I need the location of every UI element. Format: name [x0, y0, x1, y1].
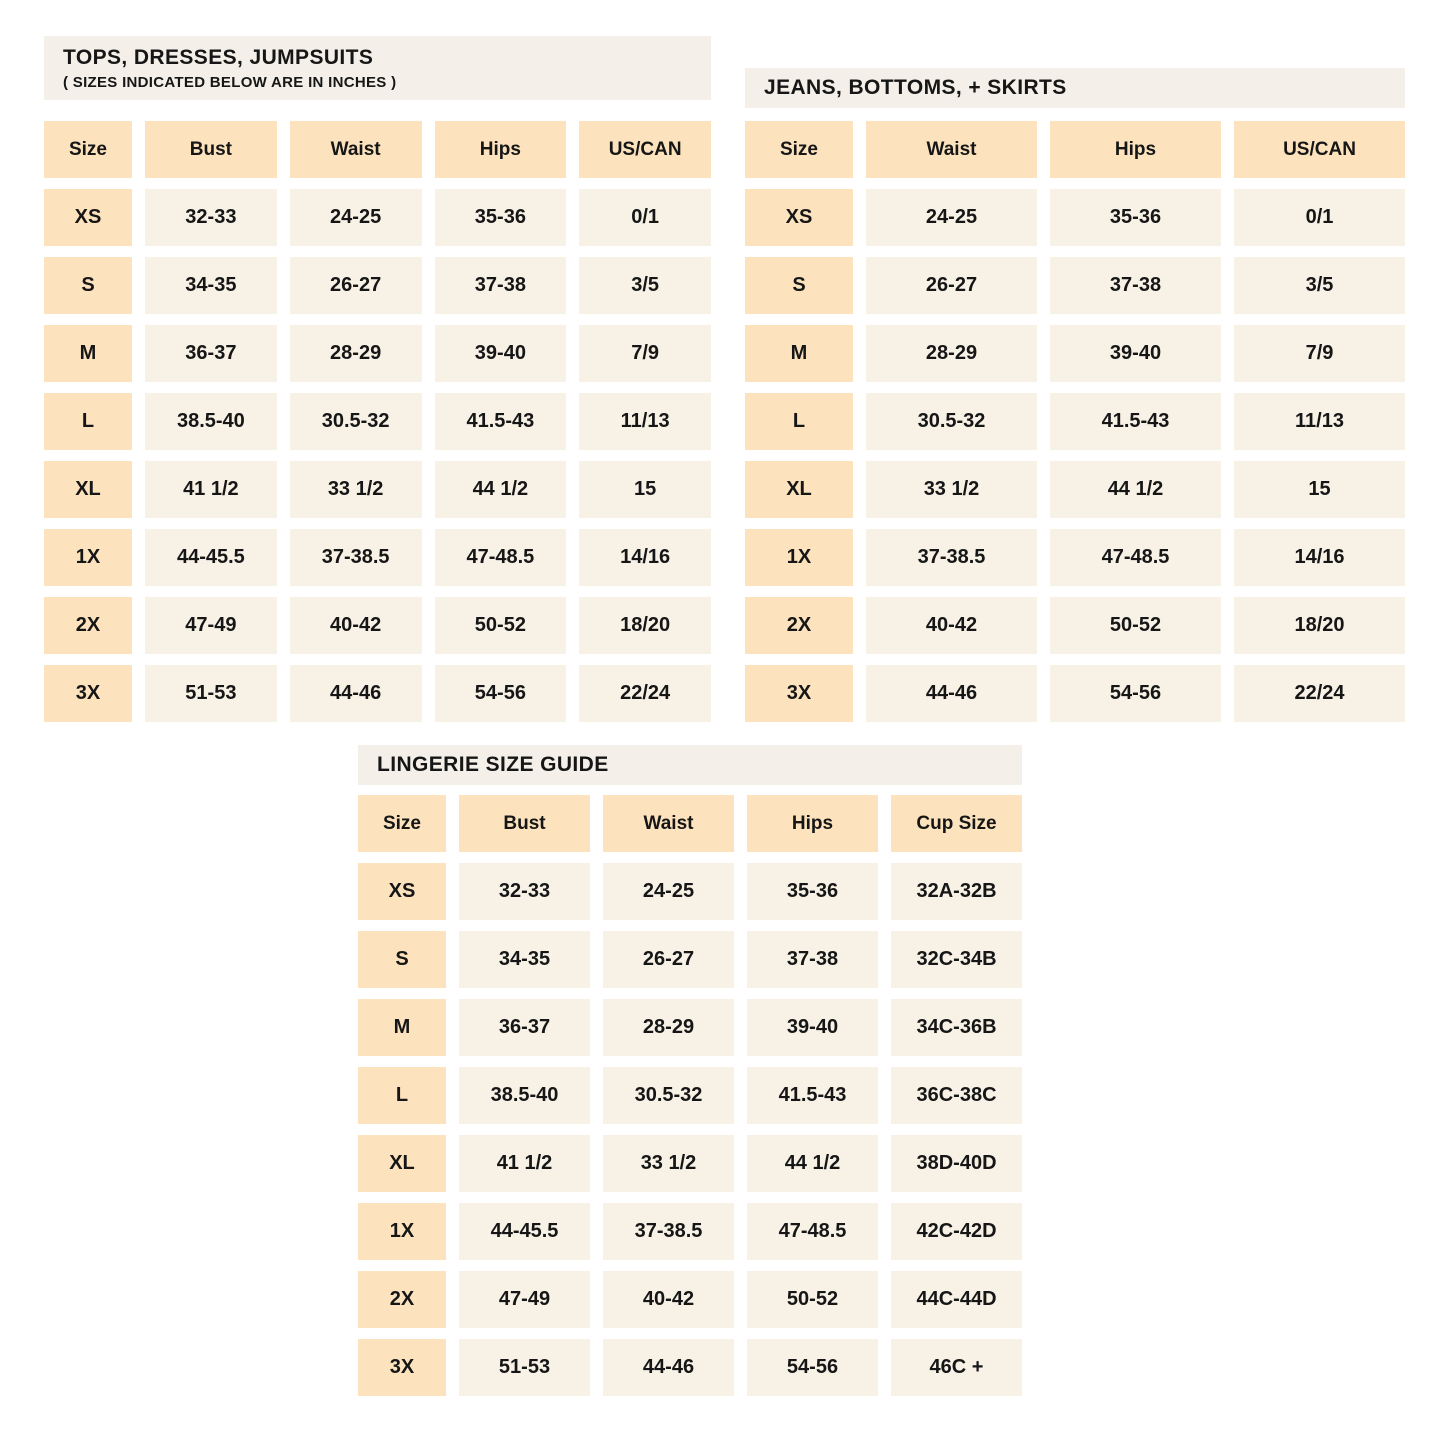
data-cell: 26-27 — [866, 257, 1037, 314]
size-cell: L — [44, 393, 132, 450]
data-cell: 50-52 — [747, 1271, 878, 1328]
header-cell: Size — [745, 121, 853, 178]
data-cell: 30.5-32 — [866, 393, 1037, 450]
data-cell: 38.5-40 — [459, 1067, 590, 1124]
data-cell: 38.5-40 — [145, 393, 277, 450]
data-cell: 14/16 — [1234, 529, 1405, 586]
data-cell: 33 1/2 — [866, 461, 1037, 518]
size-cell: XS — [745, 189, 853, 246]
data-cell: 24-25 — [290, 189, 422, 246]
data-cell: 47-48.5 — [1050, 529, 1221, 586]
table-title-band — [745, 68, 1405, 108]
size-cell: XL — [44, 461, 132, 518]
header-cell: Bust — [459, 795, 590, 852]
size-cell: 3X — [358, 1339, 446, 1396]
data-cell: 41 1/2 — [145, 461, 277, 518]
data-cell: 47-49 — [459, 1271, 590, 1328]
size-cell: XL — [745, 461, 853, 518]
size-cell: 1X — [358, 1203, 446, 1260]
size-cell: 3X — [745, 665, 853, 722]
data-cell: 54-56 — [1050, 665, 1221, 722]
data-cell: 54-56 — [747, 1339, 878, 1396]
size-cell: L — [745, 393, 853, 450]
data-cell: 22/24 — [1234, 665, 1405, 722]
data-cell: 0/1 — [1234, 189, 1405, 246]
data-cell: 37-38 — [747, 931, 878, 988]
size-cell: 2X — [745, 597, 853, 654]
data-cell: 41.5-43 — [435, 393, 567, 450]
data-cell: 14/16 — [579, 529, 711, 586]
data-cell: 47-48.5 — [435, 529, 567, 586]
size-table-lingerie — [358, 745, 1022, 1396]
data-cell: 40-42 — [290, 597, 422, 654]
data-cell: 44-46 — [866, 665, 1037, 722]
size-cell: 2X — [44, 597, 132, 654]
header-cell: US/CAN — [1234, 121, 1405, 178]
size-cell: XL — [358, 1135, 446, 1192]
size-cell: 1X — [745, 529, 853, 586]
data-cell: 32-33 — [459, 863, 590, 920]
data-cell: 44 1/2 — [747, 1135, 878, 1192]
header-cell: Waist — [866, 121, 1037, 178]
data-cell: 36C-38C — [891, 1067, 1022, 1124]
data-cell: 37-38.5 — [290, 529, 422, 586]
data-cell: 41 1/2 — [459, 1135, 590, 1192]
header-cell: Bust — [145, 121, 277, 178]
data-cell: 54-56 — [435, 665, 567, 722]
data-cell: 42C-42D — [891, 1203, 1022, 1260]
size-cell: S — [745, 257, 853, 314]
size-table-tops-dresses-jumpsuits — [44, 36, 711, 722]
data-cell: 35-36 — [747, 863, 878, 920]
size-chart-grid — [44, 121, 711, 722]
data-cell: 18/20 — [579, 597, 711, 654]
data-cell: 33 1/2 — [603, 1135, 734, 1192]
data-cell: 36-37 — [459, 999, 590, 1056]
data-cell: 22/24 — [579, 665, 711, 722]
size-table-jeans-bottoms-skirts — [745, 68, 1405, 722]
data-cell: 37-38 — [435, 257, 567, 314]
table-title: TOPS, DRESSES, JUMPSUITS — [63, 45, 374, 69]
data-cell: 34-35 — [459, 931, 590, 988]
data-cell: 34-35 — [145, 257, 277, 314]
size-chart-grid — [358, 795, 1022, 1396]
data-cell: 51-53 — [459, 1339, 590, 1396]
data-cell: 15 — [579, 461, 711, 518]
size-cell: 1X — [44, 529, 132, 586]
header-cell: Waist — [603, 795, 734, 852]
table-title: JEANS, BOTTOMS, + SKIRTS — [764, 76, 1067, 99]
size-cell: 2X — [358, 1271, 446, 1328]
header-cell: US/CAN — [579, 121, 711, 178]
data-cell: 38D-40D — [891, 1135, 1022, 1192]
size-chart-grid — [745, 121, 1405, 722]
data-cell: 44 1/2 — [435, 461, 567, 518]
data-cell: 32-33 — [145, 189, 277, 246]
data-cell: 28-29 — [603, 999, 734, 1056]
data-cell: 32C-34B — [891, 931, 1022, 988]
size-cell: S — [44, 257, 132, 314]
data-cell: 44-46 — [290, 665, 422, 722]
data-cell: 30.5-32 — [290, 393, 422, 450]
data-cell: 44-46 — [603, 1339, 734, 1396]
data-cell: 7/9 — [579, 325, 711, 382]
header-cell: Hips — [435, 121, 567, 178]
data-cell: 11/13 — [579, 393, 711, 450]
header-cell: Hips — [747, 795, 878, 852]
data-cell: 28-29 — [290, 325, 422, 382]
table-title-band — [44, 36, 711, 100]
data-cell: 47-49 — [145, 597, 277, 654]
size-cell: M — [44, 325, 132, 382]
data-cell: 39-40 — [435, 325, 567, 382]
data-cell: 44 1/2 — [1050, 461, 1221, 518]
data-cell: 40-42 — [866, 597, 1037, 654]
header-cell: Size — [44, 121, 132, 178]
data-cell: 3/5 — [579, 257, 711, 314]
size-cell: 3X — [44, 665, 132, 722]
data-cell: 34C-36B — [891, 999, 1022, 1056]
data-cell: 50-52 — [435, 597, 567, 654]
header-cell: Waist — [290, 121, 422, 178]
data-cell: 51-53 — [145, 665, 277, 722]
data-cell: 41.5-43 — [747, 1067, 878, 1124]
size-cell: XS — [44, 189, 132, 246]
size-cell: S — [358, 931, 446, 988]
data-cell: 37-38.5 — [866, 529, 1037, 586]
table-title: LINGERIE SIZE GUIDE — [377, 753, 609, 776]
size-cell: M — [745, 325, 853, 382]
data-cell: 47-48.5 — [747, 1203, 878, 1260]
data-cell: 50-52 — [1050, 597, 1221, 654]
data-cell: 11/13 — [1234, 393, 1405, 450]
data-cell: 7/9 — [1234, 325, 1405, 382]
data-cell: 32A-32B — [891, 863, 1022, 920]
data-cell: 39-40 — [1050, 325, 1221, 382]
size-cell: L — [358, 1067, 446, 1124]
data-cell: 44-45.5 — [145, 529, 277, 586]
header-cell: Cup Size — [891, 795, 1022, 852]
data-cell: 35-36 — [1050, 189, 1221, 246]
data-cell: 24-25 — [866, 189, 1037, 246]
data-cell: 35-36 — [435, 189, 567, 246]
table-subtitle: ( SIZES INDICATED BELOW ARE IN INCHES ) — [63, 73, 397, 91]
data-cell: 44-45.5 — [459, 1203, 590, 1260]
data-cell: 18/20 — [1234, 597, 1405, 654]
data-cell: 24-25 — [603, 863, 734, 920]
data-cell: 26-27 — [603, 931, 734, 988]
data-cell: 3/5 — [1234, 257, 1405, 314]
data-cell: 40-42 — [603, 1271, 734, 1328]
data-cell: 0/1 — [579, 189, 711, 246]
header-cell: Hips — [1050, 121, 1221, 178]
data-cell: 46C + — [891, 1339, 1022, 1396]
data-cell: 30.5-32 — [603, 1067, 734, 1124]
data-cell: 44C-44D — [891, 1271, 1022, 1328]
data-cell: 36-37 — [145, 325, 277, 382]
data-cell: 28-29 — [866, 325, 1037, 382]
data-cell: 15 — [1234, 461, 1405, 518]
data-cell: 41.5-43 — [1050, 393, 1221, 450]
size-cell: M — [358, 999, 446, 1056]
table-title-band — [358, 745, 1022, 785]
data-cell: 33 1/2 — [290, 461, 422, 518]
data-cell: 26-27 — [290, 257, 422, 314]
header-cell: Size — [358, 795, 446, 852]
data-cell: 39-40 — [747, 999, 878, 1056]
data-cell: 37-38 — [1050, 257, 1221, 314]
data-cell: 37-38.5 — [603, 1203, 734, 1260]
size-cell: XS — [358, 863, 446, 920]
